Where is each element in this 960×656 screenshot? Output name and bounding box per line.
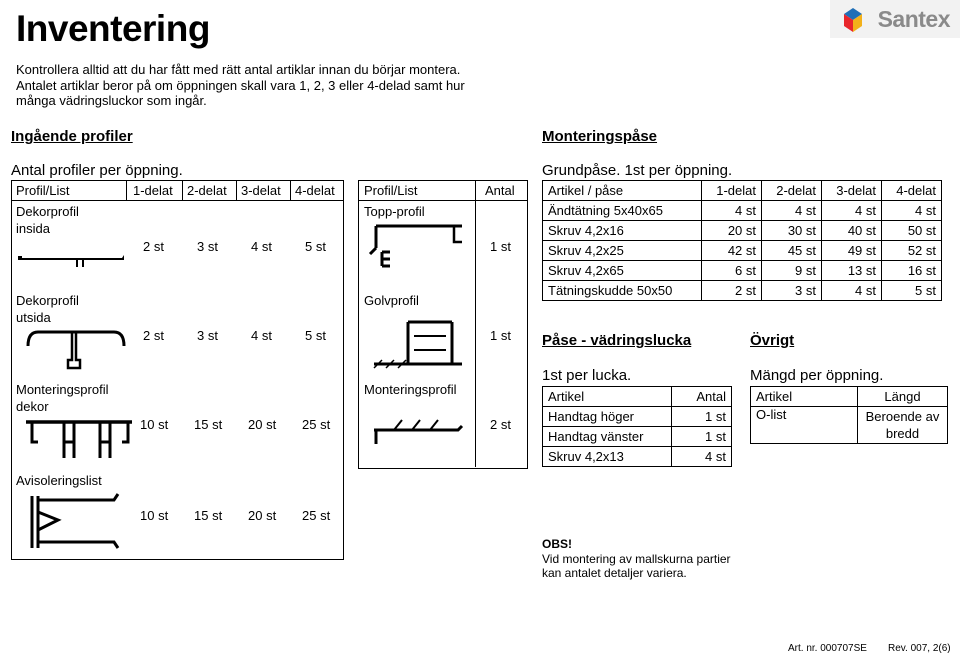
bag-value: 4 st	[822, 201, 882, 221]
profile2-value: 2 st	[490, 417, 511, 432]
vent-table	[542, 386, 732, 467]
table-row	[751, 407, 948, 444]
vent-article: Handtag vänster	[543, 427, 672, 447]
profile-row-name-2: utsida	[16, 310, 51, 325]
table-row	[543, 281, 942, 301]
bag-subheading: Grundpåse. 1st per öppning.	[542, 162, 733, 179]
dekorprofil-insida-profile-drawing	[18, 248, 126, 268]
obs-line2: kan antalet detaljer variera.	[542, 566, 687, 580]
vent-value: 1 st	[672, 407, 732, 427]
table-row	[543, 427, 732, 447]
vent-value: 4 st	[672, 447, 732, 467]
other-subheading: Mängd per öppning.	[750, 367, 884, 384]
other-value-line1: Beroende av	[865, 409, 940, 424]
other-article: O-list	[751, 407, 858, 444]
vent-heading: Påse - vädringslucka	[542, 332, 692, 349]
profiles-col-2: 2-delat	[187, 183, 227, 198]
profile2-row-name: Topp-profil	[364, 204, 425, 219]
profile-value: 10 st	[140, 417, 169, 432]
bag-article: Skruv 4,2x25	[543, 241, 702, 261]
bag-value: 40 st	[822, 221, 882, 241]
bag-value: 6 st	[702, 261, 762, 281]
table-row	[543, 407, 732, 427]
bag-value: 50 st	[882, 221, 942, 241]
table-row	[543, 221, 942, 241]
bag-value: 20 st	[702, 221, 762, 241]
vent-col-article: Artikel	[543, 387, 672, 407]
bag-heading: Monteringspåse	[542, 128, 658, 145]
profile-value: 25 st	[302, 417, 331, 432]
bag-value: 49 st	[822, 241, 882, 261]
profiles-col-4: 4-delat	[295, 183, 335, 198]
bag-value: 13 st	[822, 261, 882, 281]
profile-value: 5 st	[305, 239, 326, 254]
profile2-row-name: Monteringsprofil	[364, 382, 457, 397]
profile-row-name-2: dekor	[16, 399, 49, 414]
bag-article: Skruv 4,2x65	[543, 261, 702, 281]
profile-row-name: Dekorprofil	[16, 204, 79, 219]
profiles2-col-amount: Antal	[485, 183, 515, 198]
profile2-row-name: Golvprofil	[364, 293, 419, 308]
profile-value: 2 st	[143, 328, 164, 343]
vent-value: 1 st	[672, 427, 732, 447]
other-value-line2: bredd	[885, 426, 920, 441]
obs-title: OBS!	[542, 537, 572, 551]
bag-article: Skruv 4,2x16	[543, 221, 702, 241]
profile-value: 3 st	[197, 328, 218, 343]
bag-value: 2 st	[702, 281, 762, 301]
profiles-header-divider	[11, 200, 343, 201]
bag-value: 42 st	[702, 241, 762, 261]
profile-row-name-2: insida	[16, 221, 50, 236]
bag-value: 4 st	[882, 201, 942, 221]
other-heading: Övrigt	[750, 332, 795, 349]
profiles2-col-profile: Profil/List	[364, 183, 418, 198]
vent-article: Handtag höger	[543, 407, 672, 427]
bag-value: 16 st	[882, 261, 942, 281]
profile-value: 15 st	[194, 417, 223, 432]
bag-article: Ändtätning 5x40x65	[543, 201, 702, 221]
profile-value: 20 st	[248, 508, 277, 523]
bag-table	[542, 180, 942, 301]
other-table	[750, 386, 948, 444]
other-value	[858, 407, 948, 444]
vent-col-amount: Antal	[672, 387, 732, 407]
bag-value: 9 st	[762, 261, 822, 281]
obs-note	[542, 537, 731, 581]
profile-row-name: Monteringsprofil	[16, 382, 109, 397]
santex-logo-icon	[838, 8, 868, 38]
page-title: Inventering	[16, 8, 210, 49]
monteringsprofil-dekor-profile-drawing	[24, 414, 136, 464]
other-col-article: Artikel	[751, 387, 858, 407]
avisoleringslist-profile-drawing	[26, 490, 126, 554]
bag-col-2: 2-delat	[762, 181, 822, 201]
bag-col-1: 1-delat	[702, 181, 762, 201]
article-number: Art. nr. 000707SE	[788, 643, 867, 654]
table-row	[543, 201, 942, 221]
profiles-col-1: 1-delat	[133, 183, 173, 198]
profile-value: 3 st	[197, 239, 218, 254]
profile-value: 10 st	[140, 508, 169, 523]
obs-line1: Vid montering av mallskurna partier	[542, 551, 731, 566]
vent-article: Skruv 4,2x13	[543, 447, 672, 467]
revision: Rev. 007, 2(6)	[888, 643, 951, 654]
profile-value: 2 st	[143, 239, 164, 254]
golvprofil-profile-drawing	[370, 316, 466, 372]
profile-row-name: Dekorprofil	[16, 293, 79, 308]
bag-col-4: 4-delat	[882, 181, 942, 201]
bag-value: 45 st	[762, 241, 822, 261]
table-row	[543, 261, 942, 281]
profile2-value: 1 st	[490, 328, 511, 343]
vent-subheading: 1st per lucka.	[542, 367, 632, 384]
bag-value: 3 st	[762, 281, 822, 301]
bag-value: 30 st	[762, 221, 822, 241]
profile-row-name: Avisoleringslist	[16, 473, 102, 488]
profile-value: 4 st	[251, 328, 272, 343]
profile-value: 15 st	[194, 508, 223, 523]
intro-text: Kontrollera alltid att du har fått med rätt antal artiklar innan du börjar montera. Antalet artiklar beror på om öppningen skall vara 1, 2, 3 eller 4-delad samt hur många vädringsluckor som ingår.	[16, 62, 465, 108]
bag-article: Tätningskudde 50x50	[543, 281, 702, 301]
bag-value: 52 st	[882, 241, 942, 261]
profiles-subheading: Antal profiler per öppning.	[11, 162, 183, 179]
profile-value: 20 st	[248, 417, 277, 432]
profile-value: 5 st	[305, 328, 326, 343]
logo-text: Santex	[877, 6, 950, 32]
bag-value: 4 st	[762, 201, 822, 221]
profiles-heading: Ingående profiler	[11, 128, 133, 145]
profile-value: 25 st	[302, 508, 331, 523]
profiles-col-profile: Profil/List	[16, 183, 70, 198]
profile2-value: 1 st	[490, 239, 511, 254]
bag-col-article: Artikel / påse	[543, 181, 702, 201]
profiles-col-3: 3-delat	[241, 183, 281, 198]
monteringsprofil-profile-drawing	[370, 414, 466, 448]
table-row	[543, 447, 732, 467]
profile-value: 4 st	[251, 239, 272, 254]
bag-col-3: 3-delat	[822, 181, 882, 201]
bag-value: 5 st	[882, 281, 942, 301]
bag-value: 4 st	[702, 201, 762, 221]
other-col-length: Längd	[858, 387, 948, 407]
bag-value: 4 st	[822, 281, 882, 301]
dekorprofil-utsida-profile-drawing	[24, 326, 128, 374]
table-row	[543, 241, 942, 261]
topp-profil-profile-drawing	[366, 222, 466, 272]
